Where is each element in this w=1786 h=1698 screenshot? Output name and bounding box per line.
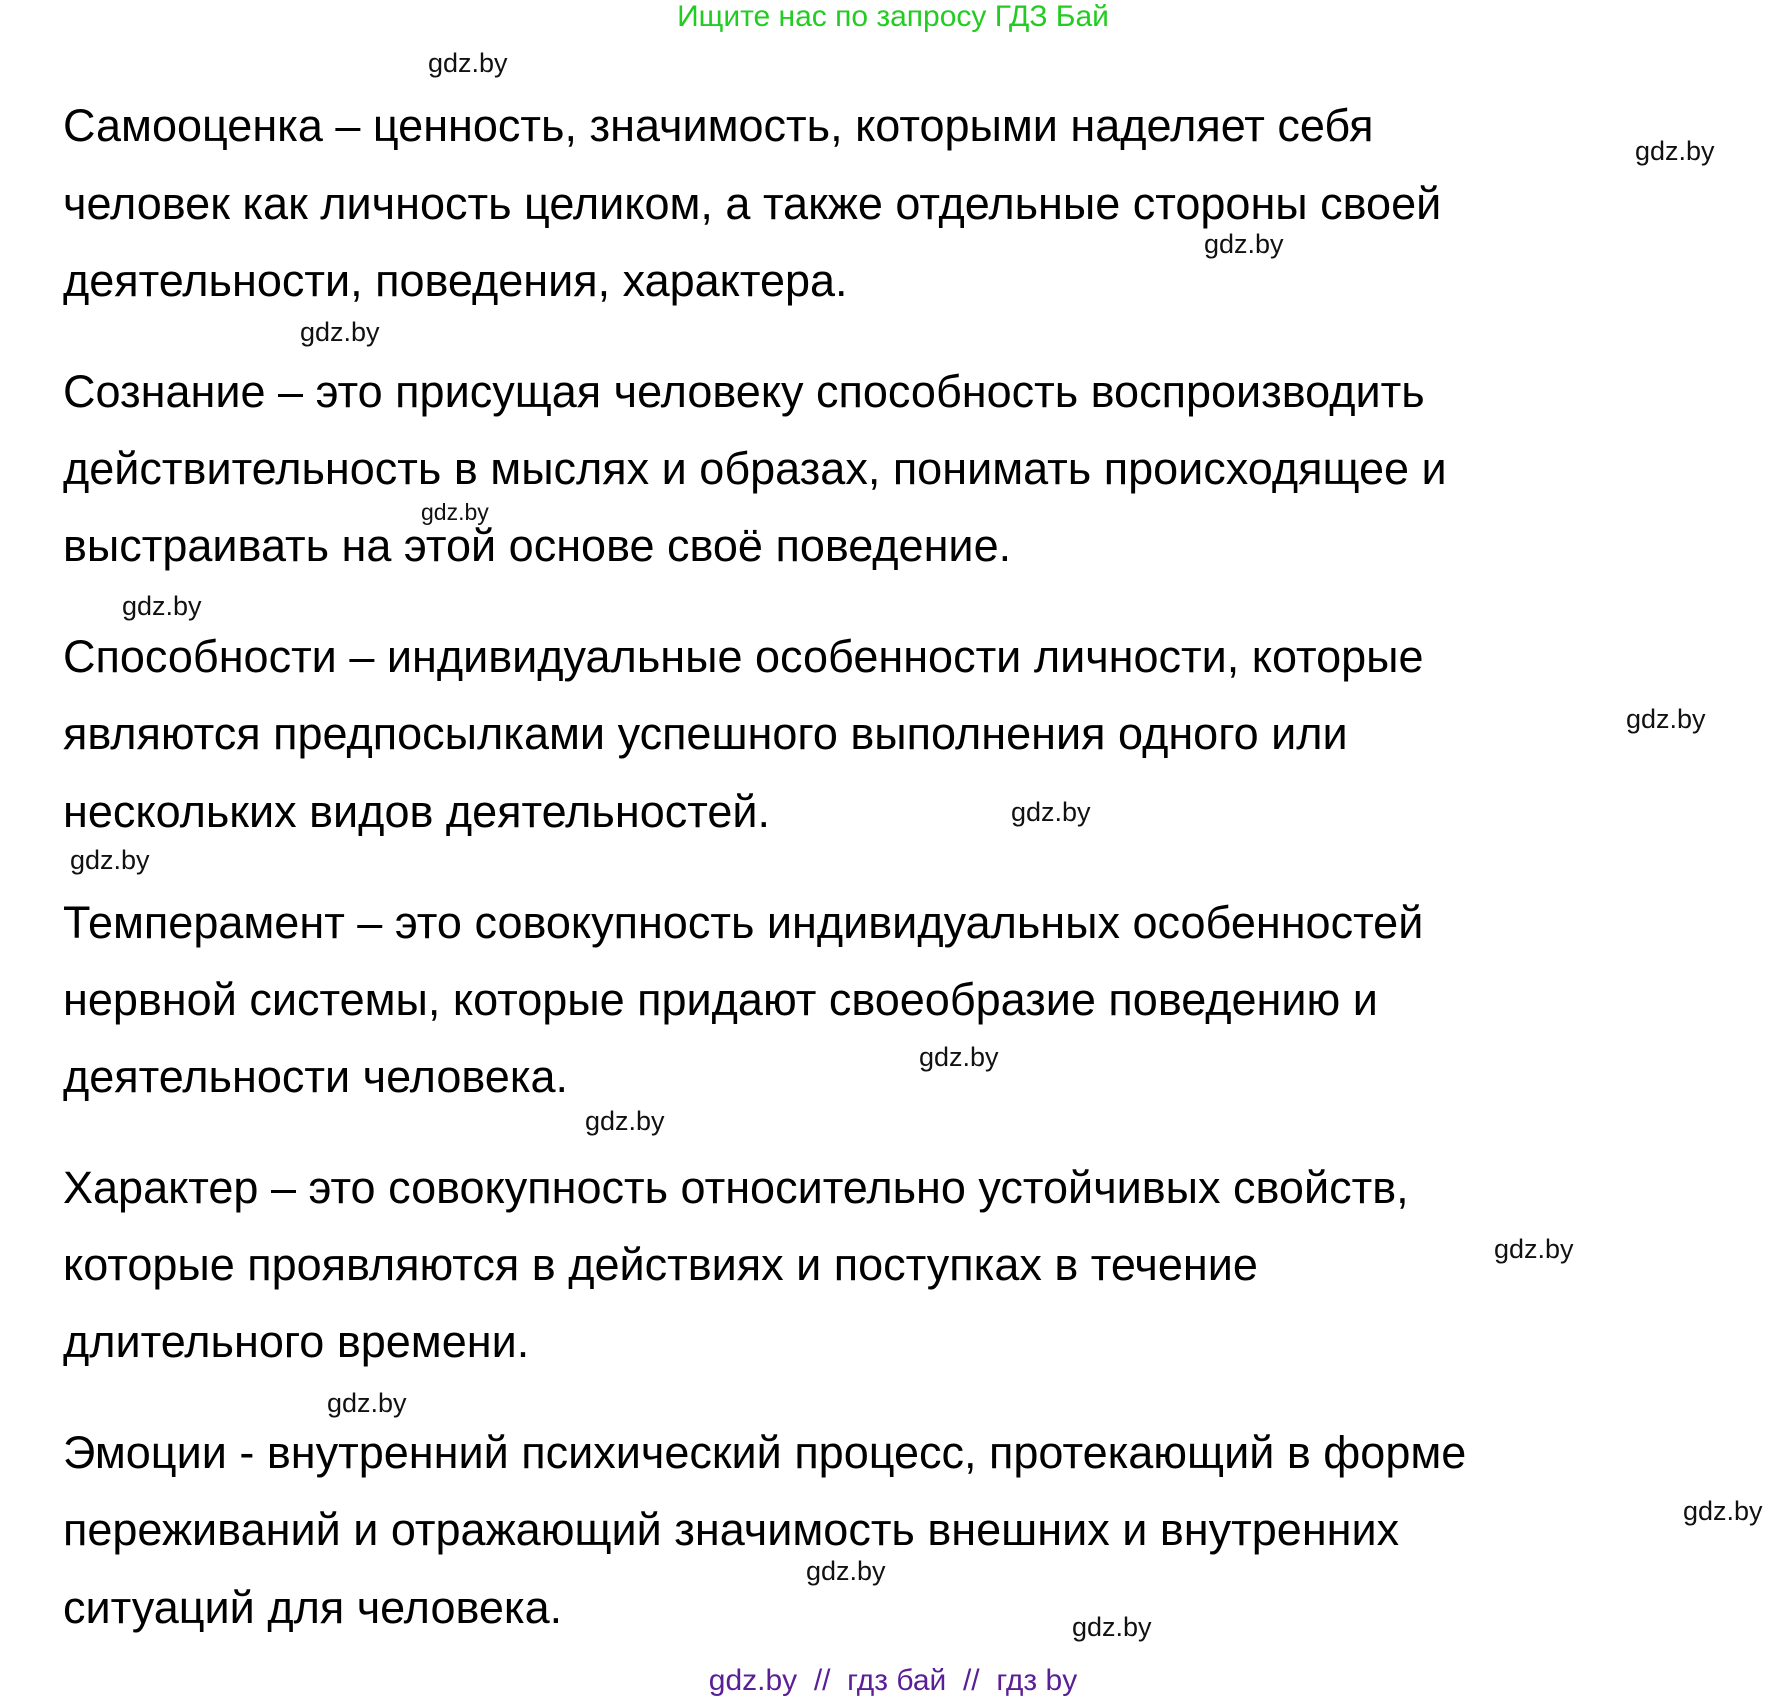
watermark: gdz.by bbox=[1072, 1612, 1152, 1642]
text-line: действительность в мыслях и образах, понимать происходящее и bbox=[63, 443, 1447, 494]
text-line: деятельности человека. bbox=[63, 1051, 569, 1102]
text-line: которые проявляются в действиях и поступках в течение bbox=[63, 1239, 1258, 1290]
watermark: gdz.by bbox=[585, 1106, 665, 1136]
text-line: Характер – это совокупность относительно устойчивых свойств, bbox=[63, 1162, 1409, 1213]
watermark: gdz.by bbox=[1683, 1496, 1763, 1526]
watermark: gdz.by bbox=[1204, 229, 1284, 259]
watermark: gdz.by bbox=[1626, 704, 1706, 734]
text-line: выстраивать на этой основе своё поведение. bbox=[63, 520, 1012, 571]
watermark: gdz.by bbox=[428, 48, 508, 78]
watermark: gdz.by bbox=[300, 317, 380, 347]
watermark: gdz.by bbox=[806, 1556, 886, 1586]
watermark: gdz.by bbox=[919, 1042, 999, 1072]
text-line: являются предпосылками успешного выполнения одного или bbox=[63, 708, 1348, 759]
text-line: ситуаций для человека. bbox=[63, 1582, 563, 1633]
footer-links: gdz.by // гдз бай // гдз by bbox=[708, 1664, 1078, 1697]
text-line: деятельности, поведения, характера. bbox=[63, 255, 848, 306]
text-line: Способности – индивидуальные особенности личности, которые bbox=[63, 631, 1424, 682]
watermark: gdz.by bbox=[421, 499, 489, 525]
text-line: человек как личность целиком, а также отдельные стороны своей bbox=[63, 178, 1442, 229]
watermark: gdz.by bbox=[1635, 136, 1715, 166]
watermark: gdz.by bbox=[70, 845, 150, 875]
text-line: Самооценка – ценность, значимость, которыми наделяет себя bbox=[63, 100, 1374, 151]
text-line: Эмоции - внутренний психический процесс, протекающий в форме bbox=[63, 1427, 1467, 1478]
watermark: gdz.by bbox=[122, 591, 202, 621]
text-line: длительного времени. bbox=[63, 1316, 530, 1367]
text-line: Темперамент – это совокупность индивидуальных особенностей bbox=[63, 897, 1424, 948]
watermark: gdz.by bbox=[1011, 797, 1091, 827]
text-line: нервной системы, которые придают своеобразие поведению и bbox=[63, 974, 1378, 1025]
watermark: gdz.by bbox=[1494, 1234, 1574, 1264]
search-hint-header: Ищите нас по запросу ГДЗ Бай bbox=[677, 0, 1109, 33]
text-line: нескольких видов деятельностей. bbox=[63, 786, 771, 837]
text-line: переживаний и отражающий значимость внешних и внутренних bbox=[63, 1504, 1400, 1555]
watermark: gdz.by bbox=[327, 1388, 407, 1418]
text-line: Сознание – это присущая человеку способность воспроизводить bbox=[63, 366, 1425, 417]
